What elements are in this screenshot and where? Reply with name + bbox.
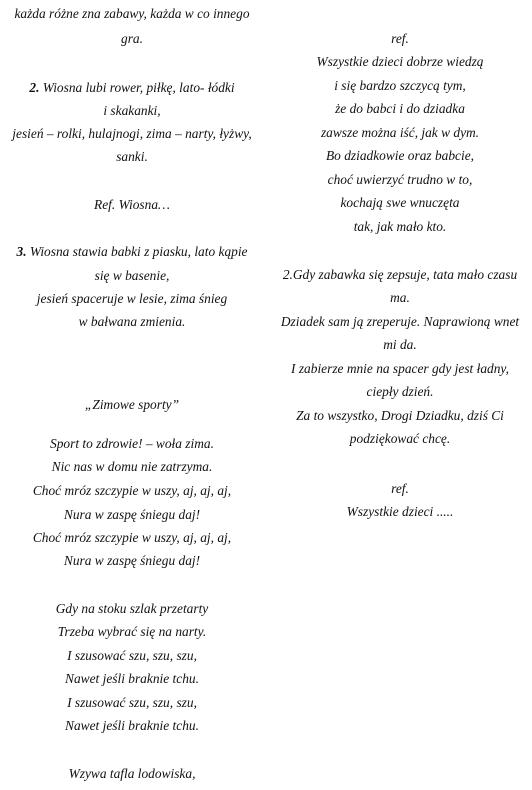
- refrain-line: kochają swe wnuczęta: [340, 195, 460, 210]
- refrain-line: Wszystkie dzieci dobrze wiedzą: [316, 54, 484, 69]
- verse-number: 3.: [16, 244, 27, 259]
- refrain-line: i się bardzo szczycą tym,: [334, 78, 466, 93]
- poem-title: „Zimowe sporty”: [84, 397, 180, 412]
- stanza2-line: Nawet jeśli braknie tchu.: [65, 718, 199, 733]
- verse2-line: Dziadek sam ją zreperuje. Naprawioną wnet: [280, 314, 520, 329]
- verse2-line: podziękować chcę.: [349, 431, 451, 446]
- ref-label: ref.: [391, 31, 409, 46]
- stanza1-line: Nura w zaspę śniegu daj!: [63, 507, 201, 522]
- verse2-line: jesień – rolki, hulajnogi, zima – narty, łyżwy,: [12, 126, 252, 141]
- stanza1-line: Nura w zaspę śniegu daj!: [63, 553, 201, 568]
- verse2-line: mi da.: [383, 337, 417, 352]
- verse2-line: i skakanki,: [103, 103, 161, 118]
- verse3-line: [0, 244, 264, 260]
- stanza2-line: I szusować szu, szu, szu,: [67, 648, 197, 663]
- verse2-line: ciepły dzień.: [366, 384, 434, 399]
- stanza3-line: Wzywa tafla lodowiska,: [68, 766, 196, 781]
- verse3-line: w bałwana zmienia.: [78, 314, 186, 329]
- stanza2-line: Trzeba wybrać się na narty.: [57, 624, 207, 639]
- verse3-text: Wiosna stawia babki z piasku, lato kąpie: [29, 244, 248, 259]
- verse1-line: każda różne zna zabawy, każda w co innego: [14, 6, 250, 21]
- verse2-line: Za to wszystko, Drogi Dziadku, dziś Ci: [296, 408, 504, 423]
- stanza2-line: Gdy na stoku szlak przetarty: [55, 601, 209, 616]
- stanza1-line: Sport to zdrowie! – woła zima.: [50, 436, 214, 451]
- verse2-line: [0, 80, 264, 96]
- verse2-line: ma.: [390, 290, 410, 305]
- verse2-line: sanki.: [116, 149, 148, 164]
- verse1-line: gra.: [121, 31, 143, 46]
- refrain-line: choć uwierzyć trudno w to,: [327, 172, 473, 187]
- stanza2-line: Nawet jeśli braknie tchu.: [65, 671, 199, 686]
- stanza1-line: Nic nas w domu nie zatrzyma.: [51, 459, 213, 474]
- stanza1-line: Choć mróz szczypie w uszy, aj, aj, aj,: [32, 530, 232, 545]
- refrain-line: zawsze można iść, jak w dym.: [320, 125, 480, 140]
- verse2-line: 2.Gdy zabawka się zepsuje, tata mało czasu: [282, 267, 518, 282]
- refrain-short: Wszystkie dzieci .....: [346, 504, 454, 519]
- ref-label: ref.: [391, 481, 409, 496]
- stanza2-line: I szusować szu, szu, szu,: [67, 695, 197, 710]
- refrain-line: że do babci i do dziadka: [335, 101, 465, 116]
- refrain-short: Ref. Wiosna…: [94, 197, 170, 212]
- verse2-text: Wiosna lubi rower, piłkę, lato- łódki: [42, 80, 235, 95]
- verse3-line: jesień spaceruje w lesie, zima śnieg: [36, 291, 228, 306]
- stanza1-line: Choć mróz szczypie w uszy, aj, aj, aj,: [32, 483, 232, 498]
- verse2-line: I zabierze mnie na spacer gdy jest ładny,: [291, 361, 509, 376]
- refrain-line: Bo dziadkowie oraz babcie,: [325, 148, 475, 163]
- verse3-line: się w basenie,: [94, 268, 170, 283]
- verse-number: 2.: [29, 80, 40, 95]
- refrain-line: tak, jak mało kto.: [353, 219, 447, 234]
